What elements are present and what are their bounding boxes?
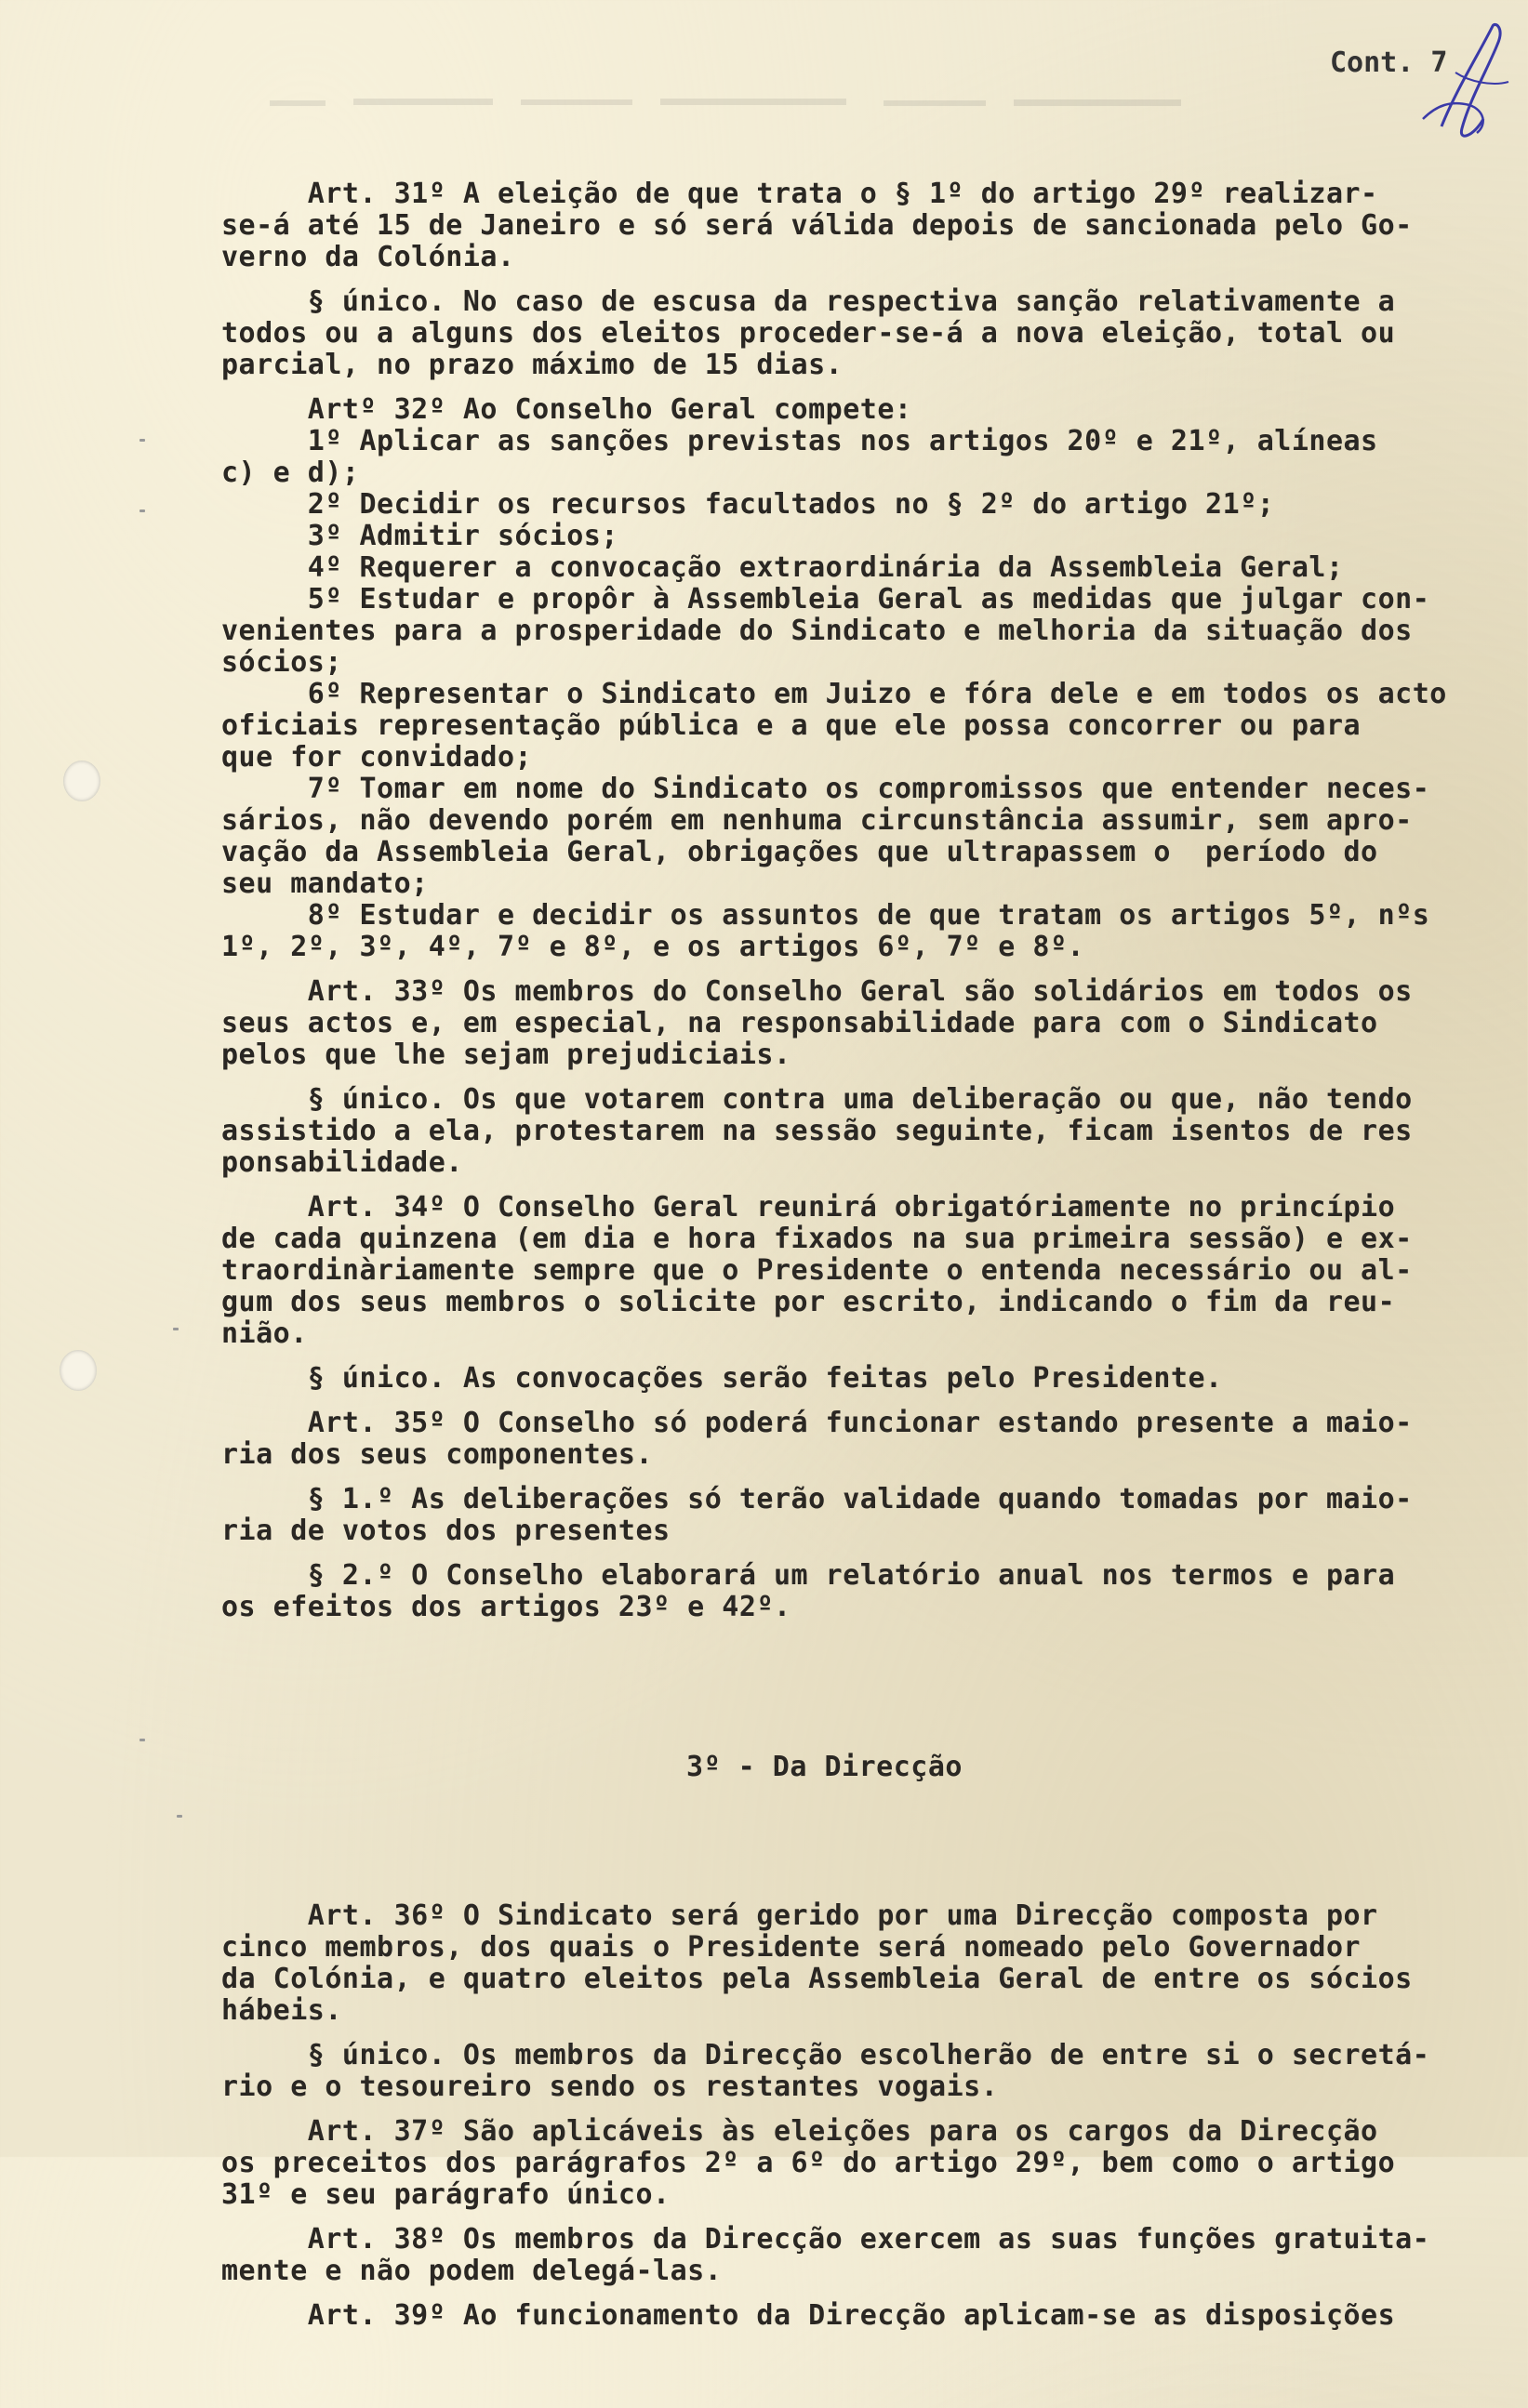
text-line: ria dos seus componentes.	[221, 1438, 654, 1471]
text-line: verno da Colónia.	[221, 241, 515, 273]
text-line: mente e não podem delegá-las.	[221, 2255, 723, 2287]
text-line: rio e o tesoureiro sendo os restantes vogais.	[221, 2071, 999, 2103]
margin-mark	[173, 1328, 179, 1330]
text-line: 31º e seu parágrafo único.	[221, 2178, 671, 2211]
margin-mark	[140, 509, 145, 512]
text-line: § 1.º As deliberações só terão validade quando tomadas por maio-	[221, 1483, 1413, 1515]
paragraph	[221, 2116, 1523, 2211]
text-line: da Colónia, e quatro eleitos pela Assembleia Geral de entre os sócios	[221, 1963, 1413, 1995]
text-line: ponsabilidade.	[221, 1146, 463, 1179]
paragraph	[221, 394, 1523, 963]
text-line: Art. 33º Os membros do Conselho Geral são solidários em todos os	[221, 975, 1413, 1008]
text-line: sócios;	[221, 646, 342, 679]
text-line: hábeis.	[221, 1994, 342, 2027]
text-line: 1º, 2º, 3º, 4º, 7º e 8º, e os artigos 6º, 7º e 8º.	[221, 931, 1085, 963]
paragraph	[221, 976, 1523, 1071]
paragraph	[221, 2300, 1523, 2332]
margin-mark	[140, 1739, 145, 1741]
paragraph	[221, 179, 1523, 273]
paragraph	[221, 1408, 1523, 1471]
margin-mark	[177, 1815, 182, 1818]
text-line: § único. No caso de escusa da respectiva sanção relativamente a	[221, 285, 1396, 318]
text-line: vação da Assembleia Geral, obrigações que ultrapassem o período do	[221, 836, 1378, 868]
text-line: 3º Admitir sócios;	[221, 520, 618, 552]
punch-hole	[60, 1350, 97, 1391]
text-line: seus actos e, em especial, na responsabilidade para com o Sindicato	[221, 1007, 1378, 1039]
text-line: que for convidado;	[221, 741, 533, 774]
text-line: 7º Tomar em nome do Sindicato os compromissos que entender neces-	[221, 773, 1430, 805]
text-line: venientes para a prosperidade do Sindicato e melhoria da situação dos	[221, 615, 1413, 647]
document-body	[221, 115, 1523, 2408]
text-line: § único. Os que votarem contra uma deliberação ou que, não tendo	[221, 1083, 1413, 1116]
text-line: 8º Estudar e decidir os assuntos de que tratam os artigos 5º, nºs	[221, 899, 1430, 932]
text-line: Art. 38º Os membros da Direcção exercem as suas funções gratuita-	[221, 2223, 1430, 2256]
page-continuation-reference: Cont. 7	[1330, 46, 1448, 79]
text-line: assistido a ela, protestarem na sessão seguinte, ficam isentos de res	[221, 1115, 1413, 1147]
text-line: Art. 37º São aplicáveis às eleições para os cargos da Direcção	[221, 2115, 1378, 2148]
punch-hole	[63, 761, 100, 801]
paragraph	[221, 1560, 1523, 1623]
text-line: 6º Representar o Sindicato em Juizo e fóra dele e em todos os acto	[221, 678, 1447, 710]
text-line: Art. 34º O Conselho Geral reunirá obrigatóriamente no princípio	[221, 1191, 1396, 1224]
text-line: nião.	[221, 1317, 308, 1350]
text-line: de cada quinzena (em dia e hora fixados na sua primeira sessão) e ex-	[221, 1223, 1413, 1255]
text-line: Art. 36º O Sindicato será gerido por uma Direcção composta por	[221, 1899, 1378, 1932]
text-line: traordinàriamente sempre que o Presidente o entenda necessário ou al-	[221, 1254, 1413, 1287]
text-line: § único. As convocações serão feitas pelo Presidente.	[221, 1362, 1223, 1395]
text-line: Art. 31º A eleição de que trata o § 1º do artigo 29º realizar-	[221, 178, 1378, 210]
text-line: ria de votos dos presentes	[221, 1515, 671, 1547]
paragraph	[221, 1900, 1523, 2027]
text-line: c) e d);	[221, 456, 360, 489]
text-line: 2º Decidir os recursos facultados no § 2º do artigo 21º;	[221, 488, 1275, 521]
text-line: os efeitos dos artigos 23º e 42º.	[221, 1591, 791, 1623]
text-line: 4º Requerer a convocação extraordinária da Assembleia Geral;	[221, 551, 1344, 584]
text-line: Art. 35º O Conselho só poderá funcionar estando presente a maio-	[221, 1407, 1413, 1439]
text-line: sários, não devendo porém em nenhuma circunstância assumir, sem apro-	[221, 804, 1413, 837]
paragraph	[221, 1084, 1523, 1179]
paragraph	[221, 2040, 1523, 2103]
text-line: Artº 32º Ao Conselho Geral compete:	[221, 393, 912, 426]
text-line: Art. 39º Ao funcionamento da Direcção aplicam-se as disposições	[221, 2299, 1396, 2332]
text-line: os preceitos dos parágrafos 2º a 6º do artigo 29º, bem como o artigo	[221, 2147, 1396, 2179]
text-line: parcial, no prazo máximo de 15 dias.	[221, 349, 844, 381]
text-line: pelos que lhe sejam prejudiciais.	[221, 1039, 791, 1071]
paragraph	[221, 1363, 1523, 1395]
text-line: oficiais representação pública e a que ele possa concorrer ou para	[221, 709, 1362, 742]
statute-articles-part-2	[221, 1900, 1523, 2332]
section-heading: 3º - Da Direcção	[686, 1751, 963, 1783]
text-line: § 2.º O Conselho elaborará um relatório anual nos termos e para	[221, 1559, 1396, 1592]
paragraph	[221, 1192, 1523, 1350]
paragraph	[221, 2224, 1523, 2287]
margin-mark	[140, 439, 145, 442]
text-line: 1º Aplicar as sanções previstas nos artigos 20º e 21º, alíneas	[221, 425, 1378, 457]
text-line: gum dos seus membros o solicite por escrito, indicando o fim da reu-	[221, 1286, 1396, 1318]
text-line: cinco membros, dos quais o Presidente será nomeado pelo Governador	[221, 1931, 1362, 1964]
text-line: todos ou a alguns dos eleitos proceder-se-á a nova eleição, total ou	[221, 317, 1396, 350]
text-line: seu mandato;	[221, 867, 429, 900]
paragraph	[221, 286, 1523, 381]
text-line: se-á até 15 de Janeiro e só será válida depois de sancionada pelo Go-	[221, 209, 1413, 242]
paragraph	[221, 1484, 1523, 1547]
text-line: § único. Os membros da Direcção escolherão de entre si o secretá-	[221, 2039, 1430, 2071]
text-line: 5º Estudar e propôr à Assembleia Geral as medidas que julgar con-	[221, 583, 1430, 615]
statute-articles-part-1	[221, 179, 1523, 1623]
